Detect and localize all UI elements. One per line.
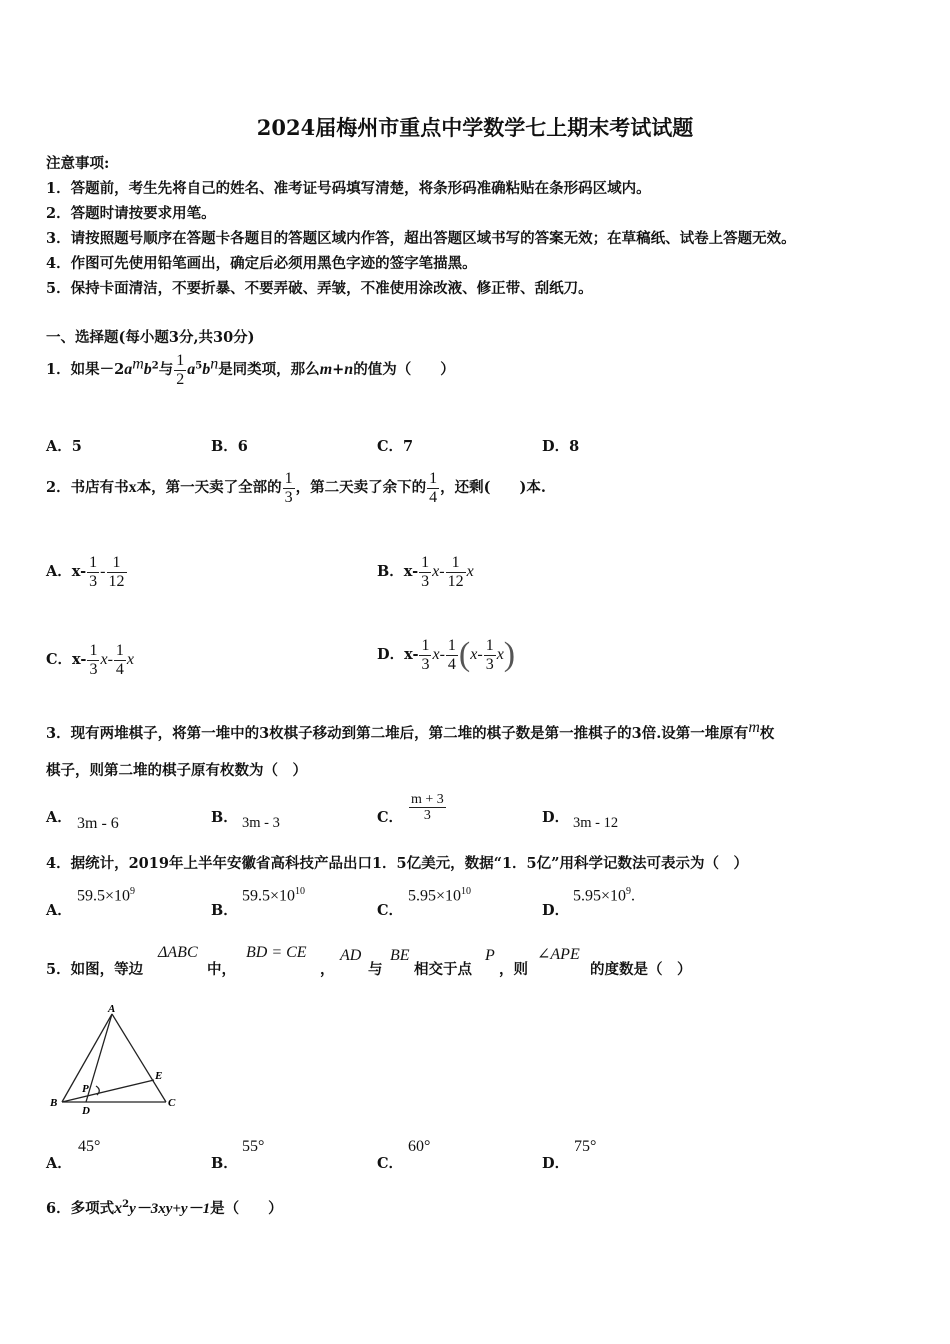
page-title: 2024届梅州市重点中学数学七上期末考试试题 <box>256 115 694 140</box>
q2-option-d[interactable]: D．x- $\frac{1}{3}$ x- $\frac{1}{4}$ (x- $\frac{1}{3}$ x) <box>377 636 516 673</box>
q1-option-a[interactable]: A．5 <box>46 438 82 455</box>
q5-text-1: 5．如图，等边 <box>46 961 144 978</box>
q3-option-a-value: 3m - 6 <box>77 815 119 832</box>
q3-option-b-value: 3m - 3 <box>242 815 280 831</box>
label-c: C <box>168 1097 176 1109</box>
q1-option-d[interactable]: D．8 <box>542 438 580 455</box>
section-heading: 一、选择题(每小题3分,共30分) <box>46 329 255 346</box>
question-1: 1．如果$-2a^mb^2$与 $\frac{1}{2}$ $a^5b^n$是同类项，那么m+n的值为（ ） <box>46 352 455 388</box>
q5-bd-ce: BD = CE <box>246 944 307 961</box>
q5-text-6: ，则 <box>499 961 528 978</box>
triangle-figure <box>44 1000 184 1120</box>
q4-option-d-value: $5.95\times 10^9$. <box>573 886 636 905</box>
notice-item-5: 5．保持卡面清洁，不要折暴、不要弄破、弄皱，不准使用涂改液、修正带、刮纸刀。 <box>46 280 593 297</box>
q1-option-b[interactable]: B．6 <box>211 438 248 455</box>
q5-ad: AD <box>340 947 362 964</box>
q5-option-c-label[interactable]: C． <box>377 1155 404 1172</box>
question-6: 6．多项式$x^2y-3xy+y-1$是（ ） <box>46 1199 283 1217</box>
q5-option-d-label[interactable]: D． <box>542 1155 570 1172</box>
q3-option-c-value: $\frac{m + 3}{3}$ <box>411 792 444 824</box>
q4-option-a-label[interactable]: A． <box>46 902 72 919</box>
notice-heading: 注意事项: <box>46 155 110 172</box>
q2-option-b[interactable]: B．x- $\frac{1}{3}$ x- $\frac{1}{12}$ x <box>377 554 474 590</box>
q5-text-7: 的度数是（ ） <box>590 961 692 978</box>
side-ac <box>112 1014 166 1102</box>
q3-option-d-label[interactable]: D． <box>542 809 570 826</box>
question-4: 4．据统计，2019年上半年安徽省高科技产品出口1．5亿美元，数据“1．5亿”用科学记数法可表示为（ ） <box>46 855 748 872</box>
label-b: B <box>50 1097 58 1109</box>
label-a: A <box>108 1003 116 1015</box>
q5-triangle-abc: ΔABC <box>158 944 198 961</box>
q4-option-c-label[interactable]: C． <box>377 902 404 919</box>
question-2: 2．书店有书x本，第一天卖了全部的 $\frac{1}{3}$ ，第二天卖了余下的 $\frac{1}{4}$ ，还剩( )本. <box>46 470 546 506</box>
question-3-line-2: 棋子，则第二堆的棋子原有枚数为（ ） <box>46 762 307 779</box>
q5-option-d-value: 75° <box>574 1138 597 1155</box>
q3-option-a-label[interactable]: A． <box>46 809 72 826</box>
label-p: P <box>82 1083 89 1095</box>
notice-item-3: 3．请按照题号顺序在答题卡各题目的答题区域内作答，超出答题区域书写的答案无效；在草稿纸、试卷上答题无效。 <box>46 230 796 247</box>
q4-option-b-value: $59.5\times 10^{10}$ <box>242 886 306 905</box>
q5-text-5: 相交于点 <box>414 961 472 978</box>
q2-option-a[interactable]: A．x- $\frac{1}{3}$ - $\frac{1}{12}$ <box>46 554 125 590</box>
q5-text-4: 与 <box>368 961 383 978</box>
notice-item-2: 2．答题时请按要求用笔。 <box>46 205 216 222</box>
q4-option-a-value: $59.5\times 10^9$ <box>77 886 136 905</box>
q5-option-a-value: 45° <box>78 1138 101 1155</box>
question-3-line-1: 3．现有两堆棋子，将第一堆中的3枚棋子移动到第二堆后，第二堆的棋子数是第一推棋子的3倍.设第一堆原有m枚 <box>46 719 775 742</box>
q5-option-b-value: 55° <box>242 1138 265 1155</box>
q5-option-b-label[interactable]: B． <box>211 1155 238 1172</box>
q4-option-c-value: $5.95\times 10^{10}$ <box>408 886 472 905</box>
q5-option-a-label[interactable]: A． <box>46 1155 72 1172</box>
q3-option-b-label[interactable]: B． <box>211 809 238 826</box>
q4-option-b-label[interactable]: B． <box>211 902 238 919</box>
label-d: D <box>82 1105 90 1117</box>
q4-option-d-label[interactable]: D． <box>542 902 570 919</box>
q5-be: BE <box>390 947 410 964</box>
q5-option-c-value: 60° <box>408 1138 431 1155</box>
segment-be <box>62 1080 154 1102</box>
q5-text-3: ， <box>320 961 335 978</box>
q2-option-c[interactable]: C．x- $\frac{1}{3}$ x- $\frac{1}{4}$ x <box>46 642 134 678</box>
fraction-half: $\frac{1}{2}$ <box>176 352 185 388</box>
q5-angle-ape: ∠APE <box>537 946 580 963</box>
q5-text-2: 中， <box>207 961 236 978</box>
q3-option-c-label[interactable]: C． <box>377 809 404 826</box>
notice-item-4: 4．作图可先使用铅笔画出，确定后必须用黑色字迹的签字笔描黑。 <box>46 255 477 272</box>
q5-point-p: P <box>485 947 495 964</box>
label-e: E <box>155 1070 163 1082</box>
q1-option-c[interactable]: C．7 <box>377 438 414 455</box>
q3-option-d-value: 3m - 12 <box>573 815 619 831</box>
notice-item-1: 1．答题前，考生先将自己的姓名、准考证号码填写清楚，将条形码准确粘贴在条形码区域内。 <box>46 180 651 197</box>
